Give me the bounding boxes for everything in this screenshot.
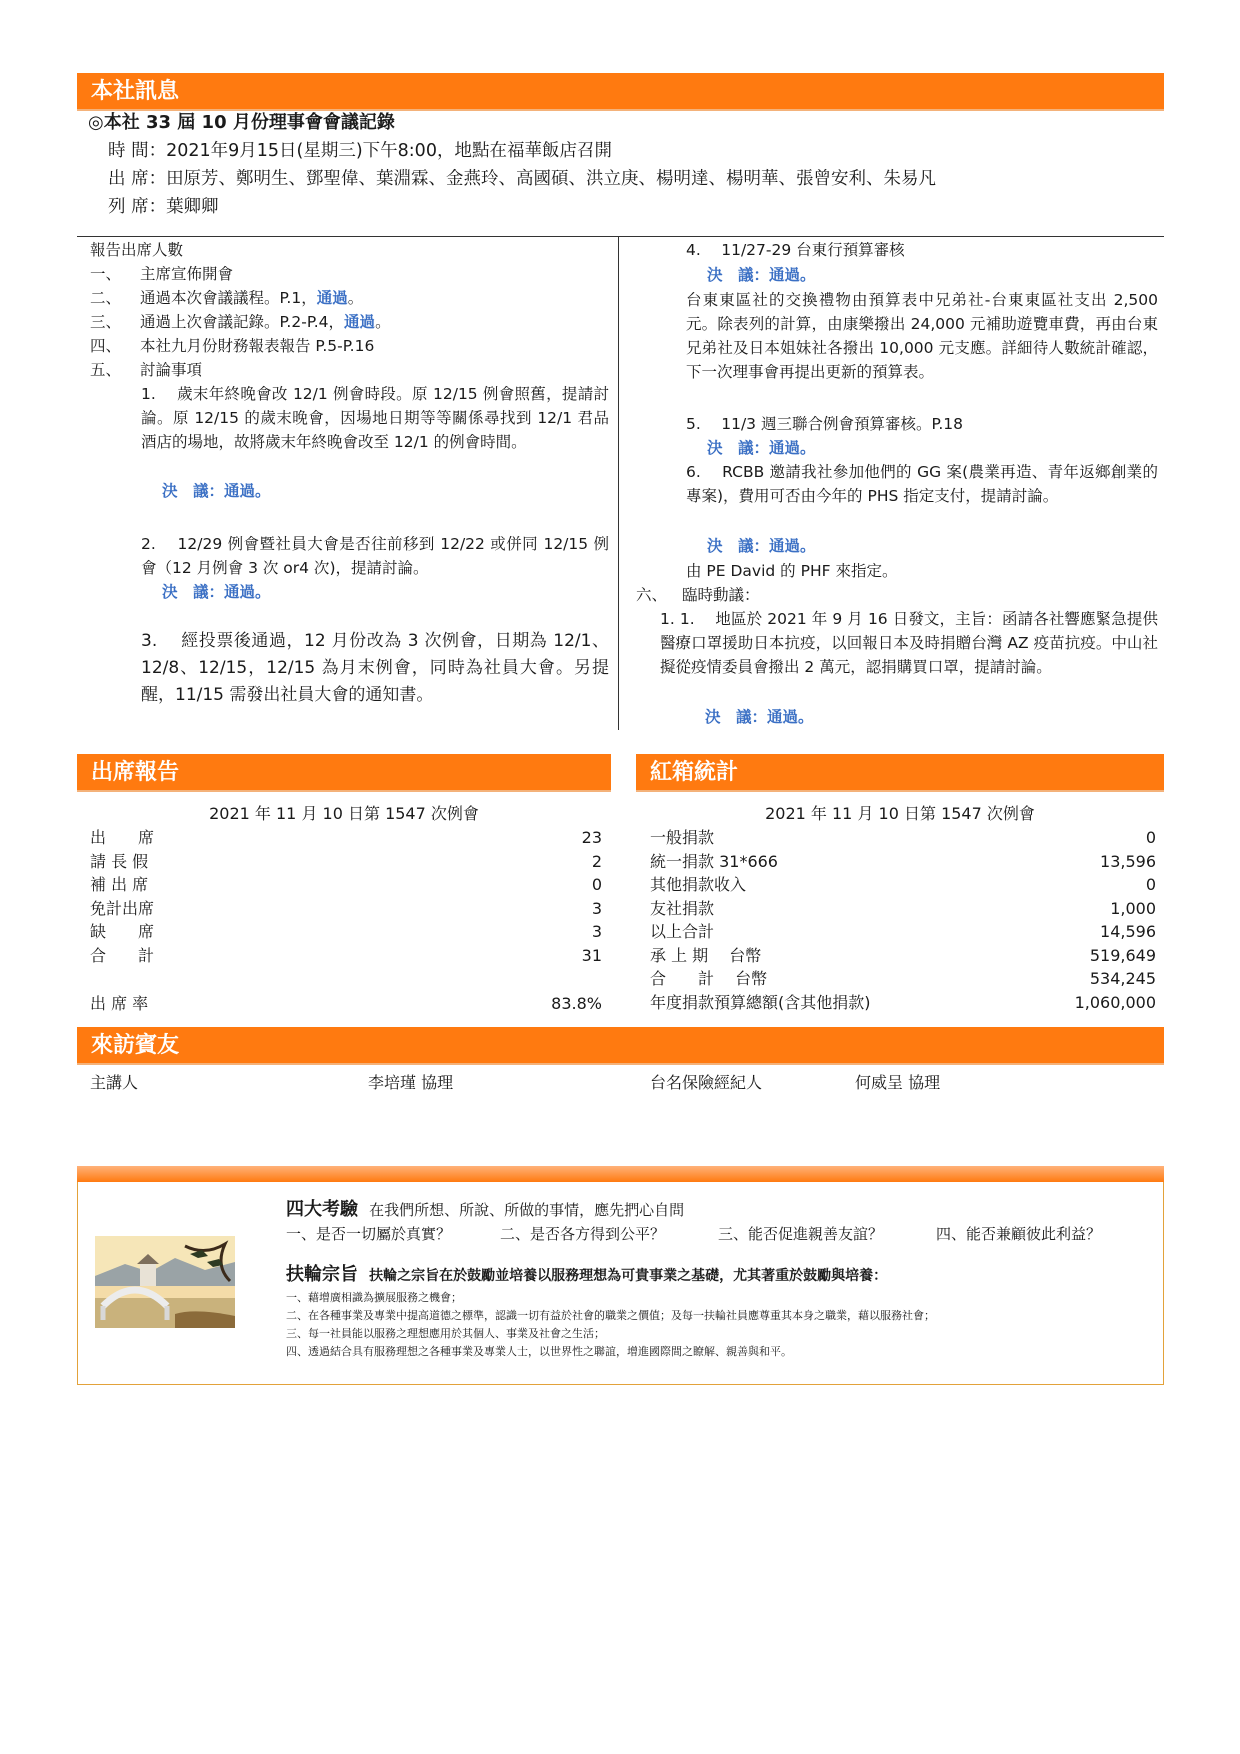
object-of-rotary [286,1260,887,1286]
test-item-4: 四、能否兼顧彼此利益？ [936,1225,1102,1243]
attendance-row-label: 缺 席 [90,922,155,941]
object-intro: 扶輪之宗旨在於鼓勵並培養以服務理想為可貴事業之基礎，尤其著重於鼓勵與培養： [369,1268,888,1284]
section-bar-news [77,73,1164,109]
motion-item: 1. 1. 地區於 2021 年 9 月 16 日發文，主旨：函請各社響應緊急提供醫療口罩援助日本抗疫，以回報日本及時捐贈台灣 AZ 疫苗抗疫。中山社擬從疫情委員會撥出 2 萬元，認捐購買口罩，提請討論。 [660,610,1158,676]
agenda-line-4 [90,310,610,334]
visitor-1-role: 主講人 [90,1073,139,1092]
section-title-redbox: 紅箱統計 [650,759,739,785]
visitor-1-name: 李培瑾 協理 [368,1073,454,1092]
decision-item-4: 決 議：通過。 [707,266,816,284]
agenda-end: 。 [347,289,364,307]
agenda-text: 主席宣佈開會 [140,265,234,283]
agenda-num: 三、 [90,313,122,331]
visitor-2-role: 台名保險經紀人 [650,1073,763,1092]
agenda-line-3 [90,286,610,310]
discussion-item-1: 1. 歲末年終晚會改 12/1 例會時段。原 12/15 例會照舊，提請討論。原 12/15 的歲末晚會，因場地日期等等關係尋找到 12/1 君品酒店的場地，故將歲末年終晚會改至 12/1 的例會時間。 [141,385,609,451]
attendance-rate-label: 出 席 率 [90,994,149,1013]
redbox-row-value: 0 [1145,828,1156,847]
attendance-row-label: 請 長 假 [90,851,149,871]
decision-item-2: 決 議：通過。 [162,583,271,601]
item-6-note: 由 PE David 的 PHF 來指定。 [686,562,898,580]
four-way-test-title: 四大考驗 [286,1199,358,1220]
attendance-row-value: 23 [581,828,602,847]
object-item-2: 二、在各種事業及專業中提高道德之標準，認識一切有益於社會的職業之價值；及每一扶輪社員應尊重其本身之職業，藉以服務社會； [286,1309,935,1322]
decision-item-6: 決 議：通過。 [707,537,816,555]
redbox-row-label: 以上合計 [650,922,715,941]
redbox-row-value: 13,596 [1100,851,1156,871]
attendance-subtitle: 2021 年 11 月 10 日第 1547 次例會 [209,804,479,823]
meeting-title: ◎本社 33 屆 10 月份理事會會議記錄 [88,112,395,133]
meeting-attendees: 出 席：田原芳、鄭明生、鄧聖偉、葉淵霖、金燕玲、高國碩、洪立庚、楊明達、楊明華、張曾安利、朱易凡 [108,169,937,189]
decision-motion: 決 議：通過。 [705,708,814,726]
visitor-2-name: 何威呈 協理 [855,1073,941,1092]
agenda-text: 通過本次會議議程。P.1， [140,289,317,307]
redbox-subtitle: 2021 年 11 月 10 日第 1547 次例會 [765,804,1035,823]
redbox-row-value: 1,060,000 [1074,992,1156,1012]
agenda-line-6 [90,358,610,382]
agenda-text: 通過上次會議記錄。P.2-P.4， [140,313,345,331]
bridge-picture-icon [95,1236,235,1328]
test-item-2: 二、是否各方得到公平？ [500,1225,666,1243]
section-bar-attendance [77,754,611,790]
section-bar-visitors [77,1027,1164,1063]
object-title: 扶輪宗旨 [286,1264,358,1285]
agenda-line-2 [90,262,610,286]
attendance-row-label: 合 計 [90,945,155,965]
attendance-rate-value: 83.8% [551,994,602,1013]
attendance-row-value: 0 [591,875,602,894]
four-way-test-list [286,1223,1101,1244]
pass-label: 通過 [316,289,348,307]
minutes-left-column [90,238,610,382]
section-title-attendance: 出席報告 [91,759,180,785]
section-title-news: 本社訊息 [91,78,180,104]
four-way-test-intro: 在我們所想、所說、所做的事情，應先捫心自問 [369,1201,685,1219]
agenda-num: 四、 [90,337,122,355]
redbox-row-label: 年度捐款預算總額(含其他捐款) [650,992,871,1012]
agenda-line-1: 報告出席人數 [90,241,184,259]
attendance-row-label: 出 席 [90,828,155,847]
pass-label: 通過 [344,313,376,331]
discussion-item-4: 4. 11/27-29 台東行預算審核 [686,241,905,259]
agenda-end: 。 [375,313,391,331]
agenda-text: 討論事項 [140,361,203,379]
agenda-line-5 [90,334,610,358]
attendance-row-value: 3 [591,898,602,918]
test-item-3: 三、能否促進親善友誼？ [718,1225,884,1243]
attendance-row-value: 31 [581,945,602,965]
redbox-row-label: 統一捐款 31*666 [650,851,778,871]
meeting-time: 時 間：2021年9月15日(星期三)下午8:00，地點在福華飯店召開 [108,141,612,161]
redbox-row-value: 1,000 [1110,898,1156,918]
redbox-row-label: 合 計 台幣 [650,969,768,988]
footer-top-band [77,1166,1164,1182]
minutes-column-divider [618,236,619,730]
section-title-visitors: 來訪賓友 [91,1032,180,1058]
agenda-num: 五、 [90,361,122,379]
object-item-1: 一、藉增廣相識為擴展服務之機會； [286,1291,462,1304]
decision-item-5: 決 議：通過。 [707,439,816,457]
test-item-1: 一、是否一切屬於真實？ [286,1225,452,1243]
redbox-row-label: 友社捐款 [650,898,715,918]
object-list [286,1289,935,1361]
meeting-observers: 列 席：葉卿卿 [108,197,219,217]
redbox-row-value: 14,596 [1100,922,1156,941]
decision-item-1: 決 議：通過。 [162,482,271,500]
redbox-row-value: 534,245 [1089,969,1156,988]
discussion-item-3: 3. 經投票後通過，12 月份改為 3 次例會，日期為 12/1、12/8、12/15，12/15 為月末例會，同時為社員大會。另提醒，11/15 需發出社員大會的通知書。 [141,631,609,705]
agenda-line-7 [636,583,760,607]
agenda-num: 二、 [90,289,122,307]
section-bar-redbox [636,754,1164,790]
item-4-note: 台東東區社的交換禮物由預算表中兄弟社-台東東區社支出 2,500 元。除表列的計算，由康樂撥出 24,000 元補助遊覽車費，再由台東兄弟社及日本姐妹社各撥出 10,000 元支應。詳細待人數統計確認，下一次理事會再提出更新的預算表。 [686,291,1158,381]
redbox-row-value: 0 [1145,875,1156,894]
redbox-row-label: 承 上 期 台幣 [650,945,762,965]
object-item-4: 四、透過結合具有服務理想之各種事業及專業人士，以世界性之聯誼，增進國際間之瞭解、親善與和平。 [286,1345,792,1358]
agenda-num: 六、 [636,586,668,604]
object-item-3: 三、每一社員能以服務之理想應用於其個人、事業及社會之生活； [286,1327,605,1340]
agenda-text: 本社九月份財務報表報告 P.5-P.16 [140,337,375,355]
attendance-row-label: 免計出席 [90,898,155,918]
four-way-test [286,1195,684,1221]
attendance-row-value: 3 [591,922,602,941]
redbox-row-value: 519,649 [1089,945,1156,965]
redbox-row-label: 其他捐款收入 [650,875,747,894]
attendance-row-value: 2 [591,851,602,871]
discussion-item-6: 6. RCBB 邀請我社參加他們的 GG 案(農業再造、青年返鄉創業的專案)，費用可否由今年的 PHS 指定支付，提請討論。 [686,463,1158,505]
attendance-row-label: 補 出 席 [90,875,149,894]
discussion-item-2: 2. 12/29 例會暨社員大會是否往前移到 12/22 或併同 12/15 例會（12 月例會 3 次 or4 次)，提請討論。 [141,535,609,577]
redbox-row-label: 一般捐款 [650,828,715,847]
discussion-item-5: 5. 11/3 週三聯合例會預算審核。P.18 [686,415,964,433]
minutes-top-rule [77,236,1164,237]
agenda-text: 臨時動議： [682,586,760,604]
agenda-num: 一、 [90,265,122,283]
